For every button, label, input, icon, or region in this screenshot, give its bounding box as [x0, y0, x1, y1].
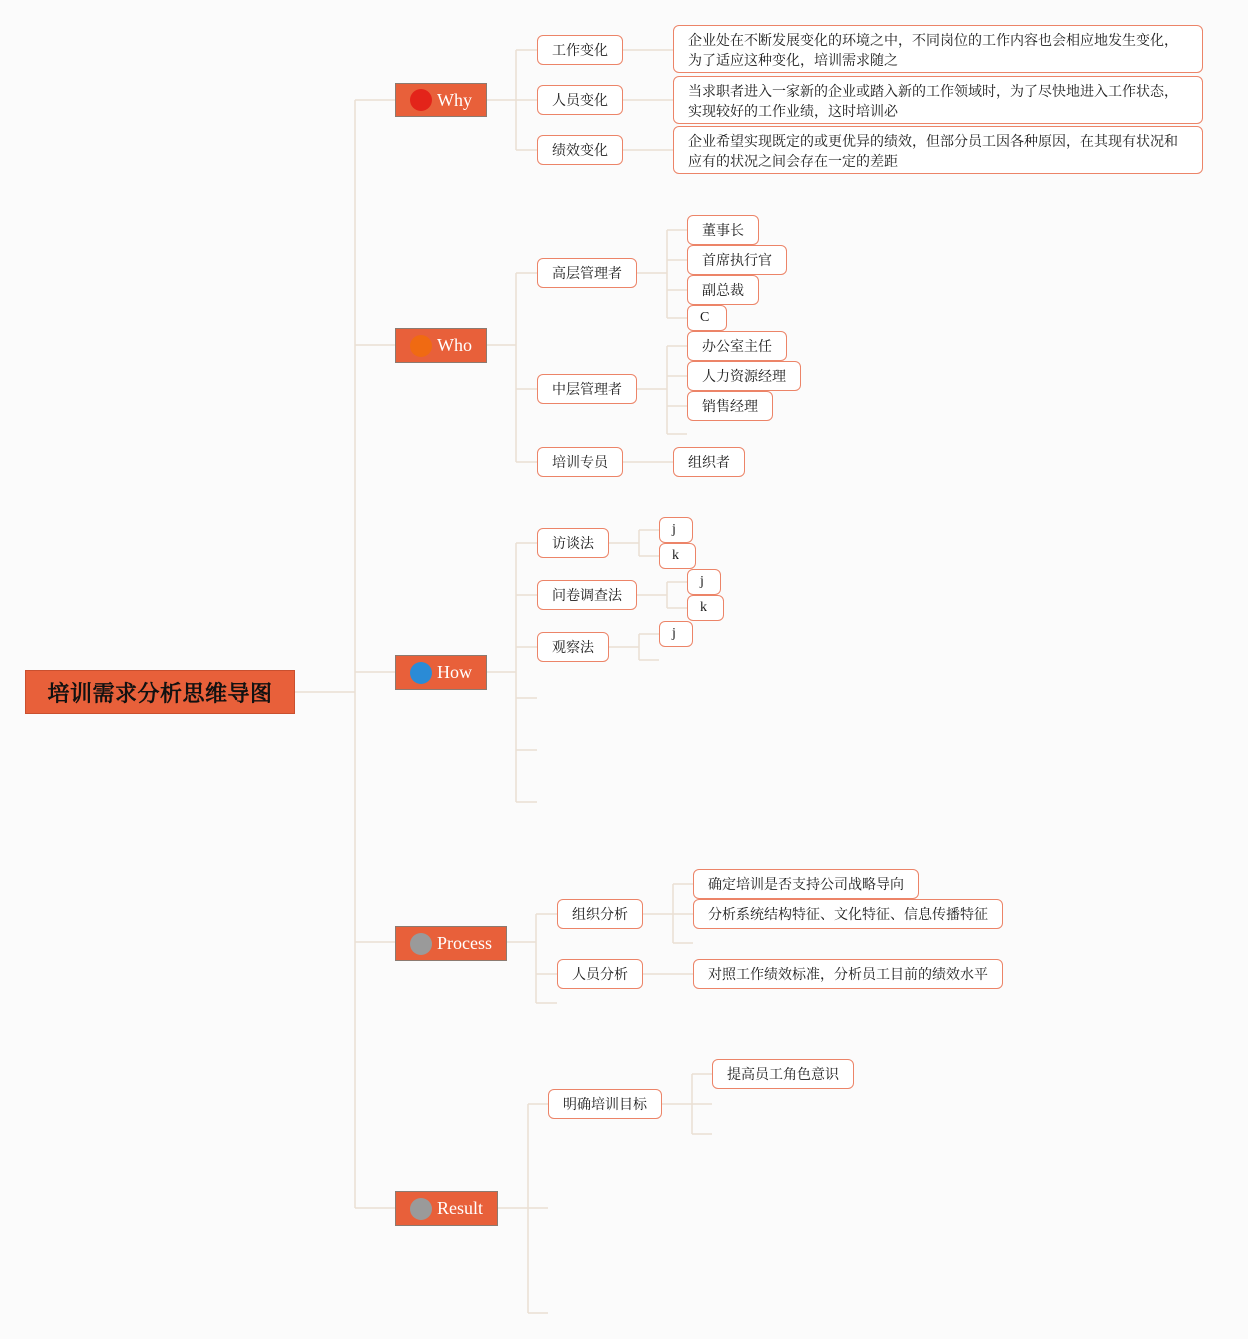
leaf-questionnaire-k: k	[687, 595, 724, 621]
connector-org-analysis	[643, 884, 693, 943]
leaf-hr-manager: 人力资源经理	[687, 361, 801, 391]
connector-result-branch	[498, 1104, 548, 1313]
leaf-system-analysis: 分析系统结构特征、文化特征、信息传播特征	[693, 899, 1003, 929]
leaf-chairman: 董事长	[687, 215, 759, 245]
leaf-vice-president: 副总裁	[687, 275, 759, 305]
topic-who	[395, 328, 487, 363]
detail-line: 实现较好的工作业绩，这时培训必	[688, 104, 898, 120]
detail-line: 企业希望实现既定的或更优异的绩效，但部分员工因各种原因，在其现有状况和	[688, 134, 1178, 150]
connector-middle	[637, 346, 687, 434]
detail-performance-change	[673, 126, 1203, 174]
priority-5-icon	[410, 1198, 432, 1220]
topic-label: Result	[437, 1198, 484, 1218]
subtopic-staff-change: 人员变化	[537, 85, 623, 115]
connector-interview	[609, 530, 659, 556]
subtopic-staff-analysis: 人员分析	[557, 959, 643, 989]
subtopic-performance-change: 绩效变化	[537, 135, 623, 165]
topic-result	[395, 1191, 498, 1226]
detail-line: 应有的状况之间会存在一定的差距	[688, 154, 898, 170]
connector-why-details	[623, 50, 673, 150]
topic-label: Who	[437, 335, 472, 355]
detail-line: 企业处在不断发展变化的环境之中，不同岗位的工作内容也会相应地发生变化，	[688, 33, 1178, 49]
connector-goal	[662, 1074, 712, 1134]
connector-survey	[637, 582, 687, 608]
subtopic-observation: 观察法	[537, 632, 609, 662]
root-topic: 培训需求分析思维导图	[25, 670, 295, 714]
subtopic-questionnaire: 问卷调查法	[537, 580, 637, 610]
detail-line: 为了适应这种变化，培训需求随之	[688, 53, 898, 69]
priority-1-icon	[410, 89, 432, 111]
topic-why	[395, 83, 487, 117]
connector-process-branch	[507, 914, 557, 1003]
leaf-office-director: 办公室主任	[687, 331, 787, 361]
leaf-questionnaire-j: j	[687, 569, 721, 595]
leaf-organizer: 组织者	[673, 447, 745, 477]
leaf-ceo: 首席执行官	[687, 245, 787, 275]
subtopic-training-goal: 明确培训目标	[548, 1089, 662, 1119]
leaf-role-awareness: 提高员工角色意识	[712, 1059, 854, 1089]
leaf-performance-comparison: 对照工作绩效标准，分析员工目前的绩效水平	[693, 959, 1003, 989]
detail-staff-change	[673, 76, 1203, 124]
leaf-interview-j: j	[659, 517, 693, 543]
detail-line: 当求职者进入一家新的企业或踏入新的工作领域时，为了尽快地进入工作状态，	[688, 84, 1178, 100]
connector-why-branch	[487, 50, 537, 150]
leaf-sales-manager: 销售经理	[687, 391, 773, 421]
topic-process	[395, 926, 507, 961]
subtopic-senior-managers: 高层管理者	[537, 258, 637, 288]
priority-2-icon	[410, 335, 432, 357]
subtopic-organization-analysis: 组织分析	[557, 899, 643, 929]
connector-how-branch	[487, 543, 537, 802]
topic-label: Why	[437, 89, 472, 110]
connector-senior	[637, 230, 687, 318]
subtopic-training-specialist: 培训专员	[537, 447, 623, 477]
topic-label: Process	[437, 933, 492, 953]
topic-label: How	[437, 662, 472, 682]
connector-who-branch	[487, 273, 537, 462]
leaf-strategy-support: 确定培训是否支持公司战略导向	[693, 869, 919, 899]
subtopic-interview: 访谈法	[537, 528, 609, 558]
topic-how	[395, 655, 487, 690]
leaf-interview-k: k	[659, 543, 696, 569]
subtopic-job-change: 工作变化	[537, 35, 623, 65]
priority-3-icon	[410, 662, 432, 684]
connector-observe	[609, 634, 659, 660]
subtopic-middle-managers: 中层管理者	[537, 374, 637, 404]
leaf-c: C	[687, 305, 727, 331]
leaf-observation-j: j	[659, 621, 693, 647]
priority-4-icon	[410, 933, 432, 955]
detail-job-change	[673, 25, 1203, 73]
